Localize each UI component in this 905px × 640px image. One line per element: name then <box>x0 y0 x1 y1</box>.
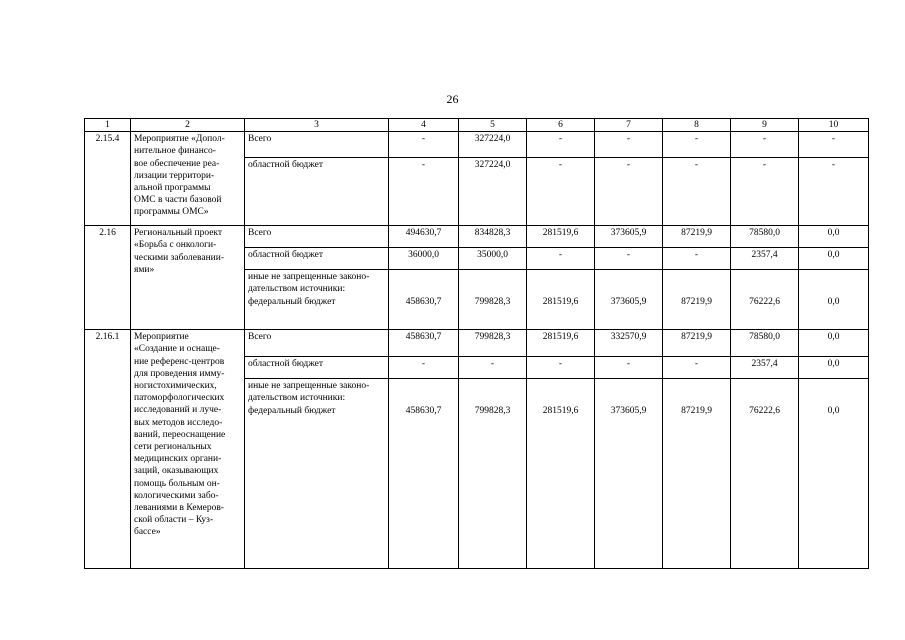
amount-cell: 332570,9 <box>595 330 663 357</box>
amount-cell: - <box>731 132 799 158</box>
funding-source-line: дательством источники: <box>248 393 346 404</box>
funding-source-line: иные не запрещенные законо- <box>248 381 370 392</box>
item-name-line: сети региональных <box>134 442 212 453</box>
amount-cell: - <box>595 158 663 226</box>
amount-cell: - <box>663 132 731 158</box>
item-name-line: Мероприятие <box>134 332 189 343</box>
amount-cell: 0,0 <box>799 248 869 270</box>
amount-cell: 87219,9 <box>663 330 731 357</box>
amount-cell: 327224,0 <box>459 158 527 226</box>
funding-table-body <box>85 119 869 569</box>
amount-cell: 799828,3 <box>459 379 527 569</box>
column-number-row <box>85 119 869 132</box>
amount-cell: 327224,0 <box>459 132 527 158</box>
amount-cell: 87219,9 <box>663 226 731 248</box>
funding-source-line: федеральный бюджет <box>248 296 336 307</box>
amount-cell: 373605,9 <box>595 226 663 248</box>
amount-cell: 35000,0 <box>459 248 527 270</box>
column-number: 2 <box>131 119 245 132</box>
amount-cell: 2357,4 <box>731 357 799 379</box>
column-number: 10 <box>799 119 869 132</box>
amount-cell: 78580,0 <box>731 226 799 248</box>
item-name-line: леваниями в Кемеров- <box>134 503 224 514</box>
funding-source-line: дательством источники: <box>248 284 346 295</box>
column-number: 9 <box>731 119 799 132</box>
item-name-line: программы ОМС» <box>134 207 209 218</box>
amount-cell: - <box>799 132 869 158</box>
amount-cell: 799828,3 <box>459 270 527 330</box>
column-number: 3 <box>245 119 389 132</box>
item-name-line: вых методов исследо- <box>134 417 223 428</box>
item-name-line: Мероприятие «Допол- <box>134 134 225 145</box>
amount-cell: - <box>663 357 731 379</box>
amount-cell: 36000,0 <box>389 248 459 270</box>
funding-source <box>245 270 389 330</box>
funding-source: областной бюджет <box>245 357 389 379</box>
item-name-line: бассе» <box>134 527 161 538</box>
item-name-line: ской области – Куз- <box>134 515 214 526</box>
column-number: 5 <box>459 119 527 132</box>
item-name-line: ваний, переоснащение <box>134 429 226 440</box>
item-name-line: лизации территори- <box>134 170 215 181</box>
amount-cell: 2357,4 <box>731 248 799 270</box>
item-code: 2.15.4 <box>85 132 131 226</box>
item-name <box>131 132 245 226</box>
item-code: 2.16 <box>85 226 131 330</box>
amount-cell: 458630,7 <box>389 270 459 330</box>
amount-cell: 281519,6 <box>527 270 595 330</box>
item-name <box>131 330 245 569</box>
amount-cell: 76222,6 <box>731 270 799 330</box>
item-name-line: «Борьба с онкологи- <box>134 240 217 251</box>
item-name-line: ногистохимических, <box>134 381 217 392</box>
amount-cell: - <box>389 132 459 158</box>
funding-source <box>245 379 389 569</box>
amount-cell: 0,0 <box>799 270 869 330</box>
funding-source: Всего <box>245 226 389 248</box>
item-name-line: альной программы <box>134 183 211 194</box>
amount-cell: 281519,6 <box>527 379 595 569</box>
amount-cell: 373605,9 <box>595 379 663 569</box>
item-name-line: для проведения имму- <box>134 368 225 379</box>
item-name-line: патоморфологических <box>134 393 225 404</box>
page-number: 26 <box>446 92 459 106</box>
amount-cell: 0,0 <box>799 357 869 379</box>
funding-table <box>84 118 869 569</box>
amount-cell: - <box>527 158 595 226</box>
amount-cell: 78580,0 <box>731 330 799 357</box>
column-number: 8 <box>663 119 731 132</box>
amount-cell: 373605,9 <box>595 270 663 330</box>
amount-cell: 87219,9 <box>663 379 731 569</box>
item-code: 2.16.1 <box>85 330 131 569</box>
amount-cell: 0,0 <box>799 330 869 357</box>
amount-cell: 76222,6 <box>731 379 799 569</box>
amount-cell: - <box>389 158 459 226</box>
funding-source: областной бюджет <box>245 248 389 270</box>
amount-cell: - <box>663 248 731 270</box>
funding-source-line: федеральный бюджет <box>248 405 336 416</box>
item-name <box>131 226 245 330</box>
item-name-line: вое обеспечение реа- <box>134 158 220 169</box>
amount-cell: 799828,3 <box>459 330 527 357</box>
funding-source: Всего <box>245 132 389 158</box>
table-row <box>85 226 869 248</box>
amount-cell: - <box>527 132 595 158</box>
amount-cell: 281519,6 <box>527 330 595 357</box>
table-row <box>85 330 869 357</box>
item-name-line: ОМС в части базовой <box>134 195 222 206</box>
item-name-line: кологическими забо- <box>134 490 219 501</box>
item-name-line: ческими заболевании- <box>134 252 224 263</box>
item-name-line: помощь больным он- <box>134 478 220 489</box>
item-name-line: заций, оказывающих <box>134 466 219 477</box>
item-name-line: Региональный проект <box>134 228 223 239</box>
funding-source: Всего <box>245 330 389 357</box>
column-number: 6 <box>527 119 595 132</box>
amount-cell: - <box>459 357 527 379</box>
amount-cell: - <box>389 357 459 379</box>
funding-source: областной бюджет <box>245 158 389 226</box>
amount-cell: 834828,3 <box>459 226 527 248</box>
item-name-line: медицинских органи- <box>134 454 222 465</box>
amount-cell: - <box>527 248 595 270</box>
column-number: 4 <box>389 119 459 132</box>
amount-cell: 494630,7 <box>389 226 459 248</box>
amount-cell: - <box>663 158 731 226</box>
amount-cell: 458630,7 <box>389 379 459 569</box>
amount-cell: - <box>595 132 663 158</box>
amount-cell: - <box>595 357 663 379</box>
funding-source-line: иные не запрещенные законо- <box>248 272 370 283</box>
amount-cell: 281519,6 <box>527 226 595 248</box>
amount-cell: 87219,9 <box>663 270 731 330</box>
amount-cell: 0,0 <box>799 379 869 569</box>
column-number: 1 <box>85 119 131 132</box>
column-number: 7 <box>595 119 663 132</box>
amount-cell: - <box>731 158 799 226</box>
item-name-line: нительное финансо- <box>134 146 216 157</box>
amount-cell: - <box>595 248 663 270</box>
table-row <box>85 132 869 158</box>
amount-cell: 0,0 <box>799 226 869 248</box>
item-name-line: исследований и луче- <box>134 405 222 416</box>
amount-cell: 458630,7 <box>389 330 459 357</box>
item-name-line: «Создание и оснаще- <box>134 344 220 355</box>
amount-cell: - <box>527 357 595 379</box>
item-name-line: ние референс-центров <box>134 356 225 367</box>
amount-cell: - <box>799 158 869 226</box>
item-name-line: ями» <box>134 264 155 275</box>
